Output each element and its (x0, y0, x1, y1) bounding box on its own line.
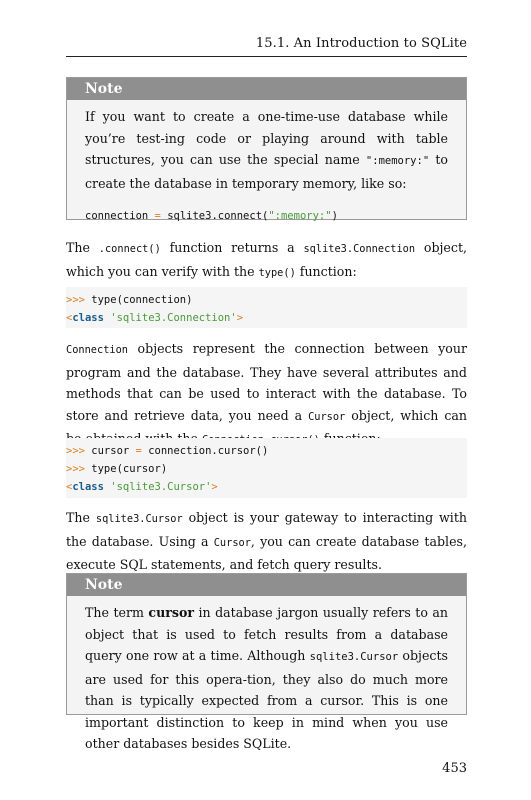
code-token: type(cursor) (84, 463, 168, 475)
running-header: 15.1. An Introduction to SQLite (255, 36, 467, 51)
code-operator: > (211, 481, 218, 493)
paragraph-connection-objects (66, 338, 467, 452)
text: object, which can (351, 407, 467, 423)
bold-term: cursor (148, 605, 194, 620)
text: The (66, 510, 96, 525)
inline-code: sqlite3.Cursor (309, 651, 399, 663)
page-number: 453 (442, 761, 467, 776)
code-keyword: class (72, 312, 104, 324)
text: object is your gateway to interacting with the database. Using a (66, 510, 468, 549)
code-token: connection.cursor() (141, 445, 269, 457)
text: function: (295, 263, 357, 279)
note-text: to create the database in temporary memory, like so: (85, 152, 448, 191)
note-body (67, 100, 466, 234)
text: objects represent the connection between your program and the database. They have several attributes and methods that can be used to interact with the database. To store and retrieve data, you need a (66, 341, 467, 423)
text: The term (85, 605, 149, 620)
note-box-cursor-term (66, 573, 467, 751)
note-heading: Note (67, 78, 466, 100)
text: object, which you can verify with the (66, 240, 468, 279)
note-code-line (85, 208, 448, 224)
code-block-cursor (66, 438, 467, 498)
text: objects are used for this opera-tion, they also do much more than is typically expected from a cursor. This is one important distinction to keep in mind when you use other databases besides SQLite. (85, 648, 448, 751)
code-block-type-connection (66, 287, 467, 328)
code-token: ) (331, 210, 338, 222)
code-line (66, 478, 467, 496)
code-string: 'sqlite3.Cursor' (110, 481, 212, 493)
code-keyword: class (72, 481, 104, 493)
code-prompt: >>> (66, 294, 85, 306)
inline-code: sqlite3.Connection (303, 243, 416, 255)
code-token: sqlite3.connect( (160, 210, 269, 222)
code-operator: = (154, 210, 161, 222)
code-line (66, 291, 467, 309)
note-text: If you want to create a one-time-use database while you’re test-ing code or playing around with table structures, you can use the special name (85, 109, 448, 167)
inline-code: ":memory:" (365, 155, 430, 167)
text: function returns a (160, 240, 304, 255)
header-rule (66, 56, 467, 57)
paragraph-cursor-gateway (66, 507, 467, 576)
code-operator: = (135, 445, 142, 457)
code-token: connection (85, 210, 155, 222)
note-box-memory (66, 77, 467, 220)
code-string: 'sqlite3.Connection' (110, 312, 237, 324)
code-prompt: >>> (66, 463, 85, 475)
code-prompt: >>> (66, 445, 85, 457)
code-string: ":memory:" (268, 210, 332, 222)
text: The (66, 240, 99, 255)
inline-code: Cursor (213, 536, 251, 549)
note-body (67, 596, 466, 765)
text: , you can create database tables, execute SQL statements, and fetch query results. (66, 533, 467, 572)
note-heading: Note (67, 574, 466, 596)
inline-code: Connection (66, 344, 128, 356)
code-operator: < (66, 481, 73, 493)
inline-code: type() (258, 266, 296, 279)
inline-code: .connect() (98, 243, 161, 255)
inline-code: Cursor (308, 410, 346, 423)
code-line (66, 442, 467, 460)
code-line (66, 460, 467, 478)
code-operator: < (66, 312, 73, 324)
code-token: cursor (84, 445, 136, 457)
code-token: type(connection) (84, 294, 193, 306)
code-operator: > (236, 312, 244, 324)
paragraph-connect (66, 237, 467, 284)
text: in database jargon usually refers to an object that is used to fetch results from a database query one row at a time. Although (85, 605, 448, 663)
inline-code: sqlite3.Cursor (95, 513, 183, 525)
code-line (66, 309, 467, 327)
